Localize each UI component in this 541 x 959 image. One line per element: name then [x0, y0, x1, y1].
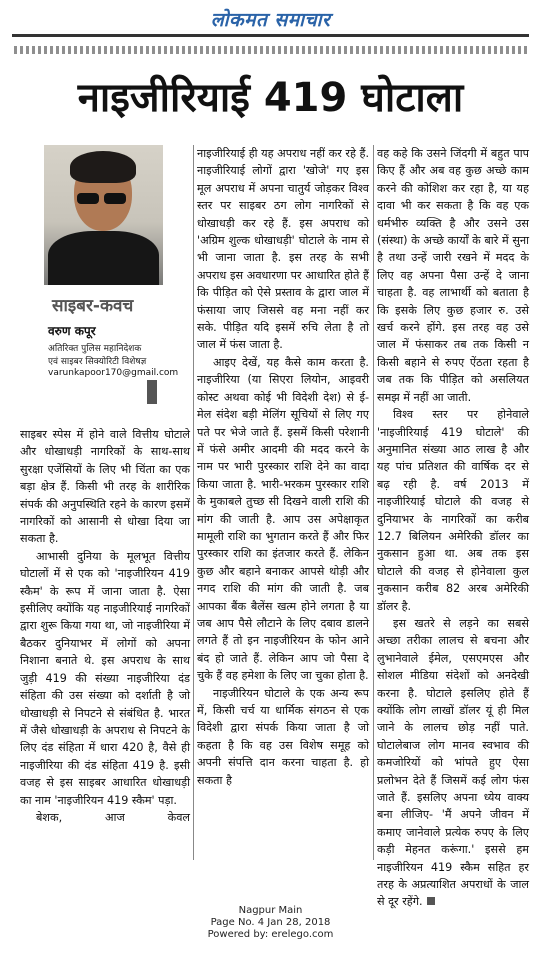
paragraph: नाइजीरियन घोटाले के एक अन्य रूप में, किसी चर्च या धार्मिक संगठन से एक विदेशी द्वारा संपर्क किया जाता है जो कहता है कि वह उस विशेष समूह को अपनी संपत्ति दान करना चाहता है. हो सकता है: [197, 686, 369, 787]
paragraph: नाइजीरियाई ही यह अपराध नहीं कर रहे हैं. नाइजीरियाई लोगों द्वारा 'खोजे' गए इस मूल अपराध में अपना चातुर्य जोड़कर विश्व स्तर पर साइबर ठग लोग नागरिकों से धोखाधड़ी कर रहे हैं. इस अपराध को 'अग्रिम शुल्क धोखाधड़ी' घोटाले के नाम से भी जाना जाता है. इस तरह के सभी अपराध इस अवधारणा पर आधारित होते हैं कि पीड़ित को ऐसे प्रस्ताव के द्वारा जाल में फंसाया जाए जिससे वह मना नहीं कर सके. पीड़ित यदि इसमें रुचि लेता है तो जाल में फंस जाता है.: [197, 147, 369, 352]
author-name: वरुण कपूर: [48, 324, 96, 338]
column-divider: [373, 145, 374, 860]
masthead: [0, 0, 541, 38]
paragraph: बेशक, आज केवल: [36, 810, 190, 824]
paragraph-text: इस खतरे से लड़ने का सबसे अच्छा तरीका लालच से बचना और लुभानेवाले ईमेल, एसएमएस और सोशल मीडिया संदेशों को अनदेखी करना है. घोटाले इसलिए होते हैं क्योंकि लोग लाखों डॉलर यूं ही मिल जाने के लालच छोड़ नहीं पाते. घोटालेबाज लोग मानव स्वभाव की कमजोरियों को भांपते हुए ऐसा प्रलोभन देते हैं जिसमें कई लोग फंस जाते हैं. इसलिए अपना ध्येय वाक्य बना लीजिए- 'मैं अपने जीवन में कमाए जानेवाले प्रत्येक रुपए के लिए कड़ी मेहनत करूंगा.' इससे हम नाइजीरियन 419 स्कैम सहित हर तरह के अप्रत्याशित अपराधों के जाल से दूर रहेंगे.: [377, 616, 529, 909]
newspaper-logo: लोकमत समाचार: [210, 9, 331, 31]
author-title-line2: एवं साइबर सिक्योरिटी विशेषज्ञ: [48, 357, 147, 367]
powered-by: Powered by: erelego.com: [207, 929, 334, 940]
article-column-2: [197, 145, 369, 789]
column-marker: [147, 380, 157, 404]
edition-name: Nagpur Main: [238, 905, 303, 916]
paragraph: [377, 615, 529, 911]
author-photo: [44, 145, 163, 285]
masthead-rule: [12, 34, 529, 37]
paragraph: विश्व स्तर पर होनेवाले 'नाइजीरियाई 419 घोटाले' की अनुमानित संख्या आठ लाख है और यह पांच प्रतिशत की वार्षिक दर से बढ़ रही है. वर्ष 2013 में नाइजीरियाई घोटाले की वजह से दुनियाभर के नागरिकों का करीब 12.7 बिलियन अमेरिकी डॉलर का नुकसान हुआ था. अब तक इस घोटाले की वजह से होनेवाला कुल नुकसान करीब 82 अरब अमेरिकी डॉलर है.: [377, 408, 529, 613]
paragraph: वह कहे कि उसने जिंदगी में बहुत पाप किए हैं और अब वह कुछ अच्छे काम करने की कोशिश कर रहा है, या यह दावा भी कर सकता है कि वह एक धर्मभीरु व्यक्ति है और उसने उस (संस्था) के अच्छे कार्यों के बारे में सुना है तथा उन्हें जारी रखने में मदद के लिए वह अपना पैसा उन्हें दे जाना चाहता है. वह लाभार्थी को बताता है कि इसके लिए कुछ हजार रु. उसे खर्च करने होंगे. इस तरह वह उसे जाल में फंसाकर तब तक किसी न किसी बहाने से रुपए ऐंठता रहता है जब तक कि पीड़ित को असलियत समझ में नहीं आ जाती.: [377, 147, 529, 404]
page-info: Page No. 4 Jan 28, 2018: [210, 917, 331, 928]
column-name: साइबर-कवच: [52, 296, 134, 316]
page-footer: [0, 905, 541, 941]
author-email: varunkapoor170@gmail.com: [48, 368, 179, 378]
decorative-separator: [14, 46, 527, 54]
author-title-line1: अतिरिक्त पुलिस महानिदेशक: [48, 344, 142, 354]
paragraph: साइबर स्पेस में होने वाले वित्तीय घोटाले और धोखाधड़ी नागरिकों के साथ-साथ सुरक्षा एजेंसियों के लिए भी चिंता का एक बड़ा क्षेत्र हैं. किसी भी तरह के शारीरिक संपर्क की अनुपस्थिति रहने के कारण इसमें नागरिकों को आसानी से धोखा दिया जा सकता है.: [20, 428, 190, 546]
paragraph: आभासी दुनिया के मूलभूत वित्तीय घोटालों में से एक को 'नाइजीरियन 419 स्कैम' के रूप में जाना जाता है. ऐसा इसीलिए क्योंकि यह नाइजीरियाई नागरिकों द्वारा शुरू किया गया था, जो नाइजीरिया में बैठकर दुनियाभर में लोगों को अपना निशाना बनाते थे. इस अपराध के साथ जुड़ी 419 की संख्या नाइजीरिया दंड संहिता की उस संख्या को दर्शाती है जो धोखाधड़ी से निपटने से संबंधित है. भारत में जैसे धोखाधड़ी के अपराध से निपटने के लिए दंड संहिता में धारा 420 है, वैसे ही नाइजीरिया की दंड संहिता 419 है. इसी वजह से इस साइबर आधारित धोखाधड़ी का नाम 'नाइजीरियन 419 स्कैम' पड़ा.: [20, 549, 190, 807]
column-divider: [193, 145, 194, 860]
article-column-1: [20, 426, 190, 826]
article-headline: नाइजीरियाई 419 घोटाला: [77, 75, 464, 121]
article-column-3: [377, 145, 529, 911]
paragraph: आइए देखें, यह कैसे काम करता है. नाइजीरिया (या सिएरा लियोन, आइवरी कोस्ट अथवा कोई भी विदेशी देश) से ई-मेल संदेश बड़ी मेलिंग सूचियों से लिए गए पते पर भेजे जाते हैं. इसमें किसी परेशानी में फंसे अमीर आदमी की मदद करने के नाम पर भारी पुरस्कार राशि देने का वादा किया जाता है. भारी-भरकम पुरस्कार राशि के मुकाबले तुच्छ सी दिखने वाली राशि की मांग की जाती है. आप उस अपेक्षाकृत मामूली राशि का भुगतान करते हैं और फिर पुरस्कार राशि का इंतजार करते हैं. लेकिन कुछ और बहाने बनाकर आपसे थोड़ी और नगद राशि की मांग की जाती है. जब आपका बैंक बैलेंस खत्म होने लगता है या जब आप पैसे लौटाने के लिए दबाव डालने लगते हैं तो इन नाइजीरियन के फोन आने बंद हो जाते हैं. लेकिन आप जो पैसा दे चुके हैं वह हमेशा के लिए जा चुका होता है.: [197, 355, 369, 683]
